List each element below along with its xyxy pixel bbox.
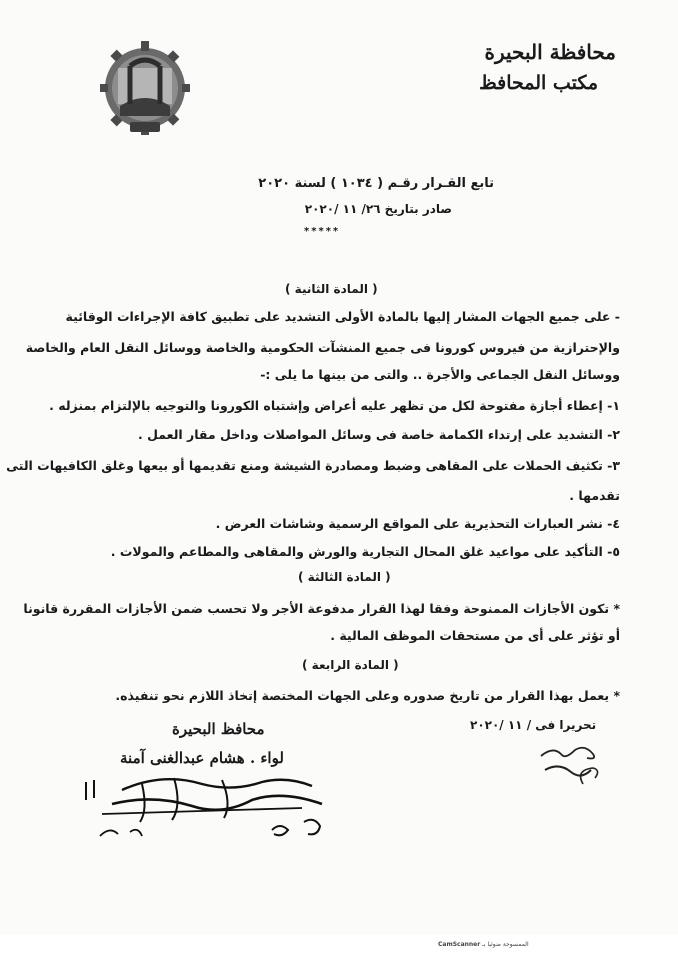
signatory-title: محافظ البحيرة bbox=[172, 720, 265, 738]
decree-reference: تابع القـرار رقـم ( ١٠٣٤ ) لسنة ٢٠٢٠ bbox=[258, 176, 494, 191]
governor-signature bbox=[82, 770, 342, 850]
article-3-heading: ( المادة الثالثة ) bbox=[298, 570, 391, 584]
article-2-item-1: ١- إعطاء أجازة مفتوحة لكل من تظهر عليه أعراض وإشتباه الكورونا والتوجيه بالإلتزام بمنزله . bbox=[49, 398, 620, 413]
scanner-watermark bbox=[438, 941, 529, 948]
article-2-item-5: ٥- التأكيد على مواعيد غلق المحال التجارية والورش والمقاهى والمطاعم والمولات . bbox=[110, 544, 620, 559]
article-4-line-1: * يعمل بهذا القرار من تاريخ صدوره وعلى الجهات المختصة إتخاذ اللازم نحو تنفيذه. bbox=[115, 688, 620, 703]
article-3-line-1: * تكون الأجازات الممنوحة وفقا لهذا القرار مدفوعة الأجر ولا تحسب ضمن الأجازات المقررة قانونا bbox=[23, 601, 620, 616]
article-2-line-1: - على جميع الجهات المشار إليها بالمادة الأولى التشديد على تطبيق كافة الإجراءات الوقائية bbox=[65, 309, 620, 324]
article-2-item-4: ٤- نشر العبارات التحذيرية على المواقع الرسمية وشاشات العرض . bbox=[215, 516, 620, 531]
footer-strip bbox=[0, 935, 678, 960]
article-2-item-3-cont: تقدمها . bbox=[569, 488, 620, 503]
right-handwritten-mark bbox=[535, 740, 605, 790]
signatory-name: لواء . هشام عبدالغنى آمنة bbox=[120, 749, 284, 767]
article-2-line-3: ووسائل النقل الجماعى والأجرة .. والتى من بينها ما يلى :- bbox=[260, 367, 620, 382]
scanner-brand: CamScanner bbox=[438, 941, 481, 948]
governor-office: مكتب المحافظ bbox=[479, 72, 598, 94]
article-2-heading: ( المادة الثانية ) bbox=[285, 282, 378, 296]
article-4-heading: ( المادة الرابعة ) bbox=[302, 658, 399, 672]
governorate-logo bbox=[100, 38, 190, 148]
governorate-name: محافظة البحيرة bbox=[484, 40, 616, 64]
scanner-prefix: الممسوحة ضوئيا بـ bbox=[482, 941, 529, 948]
article-2-item-3: ٣- تكثيف الحملات على المقاهى وضبط ومصادرة الشيشة ومنع تقديمها أو بيعها وغلق الكافيهات التى bbox=[6, 458, 620, 473]
separator-stars: ***** bbox=[304, 226, 341, 237]
article-2-item-2: ٢- التشديد على إرتداء الكمامة خاصة فى وسائل المواصلات وداخل مقار العمل . bbox=[138, 427, 620, 442]
written-on-date: تحريرا فى / ١١ /٢٠٢٠ bbox=[470, 718, 597, 732]
decree-issue-date: صادر بتاريخ ٢٦/ ١١ /٢٠٢٠ bbox=[304, 202, 452, 216]
article-3-line-2: أو تؤثر على أى من مستحقات الموظف المالية . bbox=[330, 628, 620, 643]
article-2-line-2: والإحترازية من فيروس كورونا فى جميع المنشآت الحكومية والخاصة ووسائل النقل العام والخاصة bbox=[25, 340, 620, 355]
